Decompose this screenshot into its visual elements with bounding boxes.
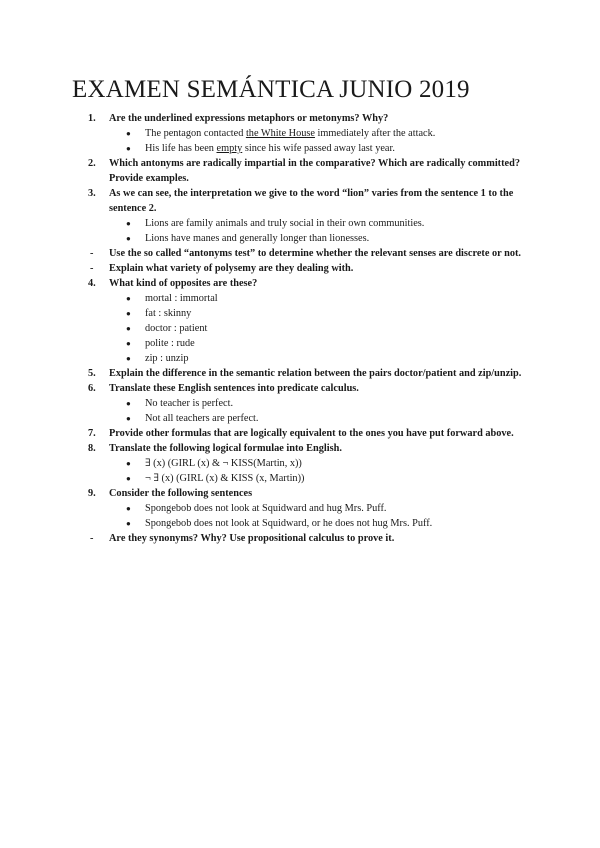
list-item: ● No teacher is perfect.: [126, 398, 234, 409]
question-4: [88, 276, 528, 291]
list-item: [126, 471, 528, 486]
list-item: ● fat : skinny: [126, 308, 192, 319]
question-text: Translate these English sentences into predicate calculus.: [109, 383, 359, 394]
sub-question-synonyms: [88, 531, 528, 546]
question-4-items: [88, 291, 528, 366]
question-text: Use the so called “antonyms test” to determine whether the relevant senses are discrete or not.: [109, 248, 521, 259]
question-text: Which antonyms are radically impartial in the comparative? Which are radically committed? Provide examples.: [109, 158, 520, 184]
list-item: ● doctor : patient: [126, 323, 208, 334]
bullet-icon: ●: [126, 474, 131, 483]
list-item: ● mortal : immortal: [126, 293, 218, 304]
list-item: ● Lions have manes and generally longer than lionesses.: [126, 233, 370, 244]
bullet-icon: ●: [126, 414, 131, 423]
question-9: [88, 486, 528, 501]
question-number: 2.: [88, 158, 96, 169]
question-text: What kind of opposites are these?: [109, 278, 258, 289]
question-text: Are the underlined expressions metaphors or metonyms? Why?: [109, 113, 389, 124]
bullet-icon: ●: [126, 219, 131, 228]
underlined-expression: empty: [216, 143, 243, 154]
sub-question-polysemy: [88, 261, 528, 276]
question-number: 3.: [88, 188, 96, 199]
logic-formula: ∃ (x) (GIRL (x) & ¬ KISS(Martin, x)): [145, 458, 302, 469]
page-title: EXAMEN SEMÁNTICA JUNIO 2019: [72, 76, 470, 103]
list-item: ● His life has been empty since his wife passed away last year.: [126, 143, 395, 154]
bullet-icon: ●: [126, 504, 131, 513]
list-item: ● Spongebob does not look at Squidward, or he does not hug Mrs. Puff.: [126, 518, 433, 529]
question-6: [88, 381, 528, 396]
question-number: 8.: [88, 443, 96, 454]
question-text: Provide other formulas that are logically equivalent to the ones you have put forward above.: [109, 428, 514, 439]
logic-formula: ¬ ∃ (x) (GIRL (x) & KISS (x, Martin)): [145, 473, 305, 484]
question-text: Explain the difference in the semantic relation between the pairs doctor/patient and zip/unzip.: [109, 368, 522, 379]
list-item: ● Spongebob does not look at Squidward and hug Mrs. Puff.: [126, 503, 387, 514]
question-text: Explain what variety of polysemy are they dealing with.: [109, 263, 354, 274]
question-8-items: [88, 456, 528, 486]
question-3-items: [88, 216, 528, 246]
bullet-icon: ●: [126, 339, 131, 348]
question-text: Consider the following sentences: [109, 488, 253, 499]
sub-question-antonyms-test: [88, 246, 528, 261]
list-item: ● zip : unzip: [126, 353, 189, 364]
bullet-icon: ●: [126, 354, 131, 363]
bullet-icon: ●: [126, 309, 131, 318]
bullet-icon: ●: [126, 144, 131, 153]
bullet-icon: ●: [126, 399, 131, 408]
question-5: [88, 366, 528, 381]
question-1-items: [88, 126, 528, 156]
question-number: 1.: [88, 113, 96, 124]
list-item: ● The pentagon contacted the White House immediately after the attack.: [126, 128, 436, 139]
question-number: 9.: [88, 488, 96, 499]
question-number: 5.: [88, 368, 96, 379]
question-7: [88, 426, 528, 441]
question-number: 6.: [88, 383, 96, 394]
question-1: [88, 111, 528, 126]
question-6-items: [88, 396, 528, 426]
bullet-icon: ●: [126, 294, 131, 303]
question-list: [88, 111, 528, 546]
question-text: Are they synonyms? Why? Use propositional calculus to prove it.: [109, 533, 395, 544]
list-item: [126, 456, 528, 471]
question-3: [88, 186, 528, 216]
list-item: ● polite : rude: [126, 338, 195, 349]
list-item: ● Not all teachers are perfect.: [126, 413, 259, 424]
bullet-icon: ●: [126, 324, 131, 333]
question-number: 7.: [88, 428, 96, 439]
underlined-expression: the White House: [245, 128, 315, 139]
question-8: [88, 441, 528, 456]
question-2: [88, 156, 528, 186]
bullet-icon: ●: [126, 234, 131, 243]
dash-marker: -: [90, 263, 94, 274]
question-9-items: [88, 501, 528, 531]
question-text: Translate the following logical formulae into English.: [109, 443, 342, 454]
question-text: As we can see, the interpretation we give to the word “lion” varies from the sentence 1 to the sentence 2.: [109, 188, 514, 214]
dash-marker: -: [90, 533, 94, 544]
dash-marker: -: [90, 248, 94, 259]
list-item: ● Lions are family animals and truly social in their own communities.: [126, 218, 425, 229]
bullet-icon: ●: [126, 459, 131, 468]
question-number: 4.: [88, 278, 96, 289]
bullet-icon: ●: [126, 129, 131, 138]
bullet-icon: ●: [126, 519, 131, 528]
